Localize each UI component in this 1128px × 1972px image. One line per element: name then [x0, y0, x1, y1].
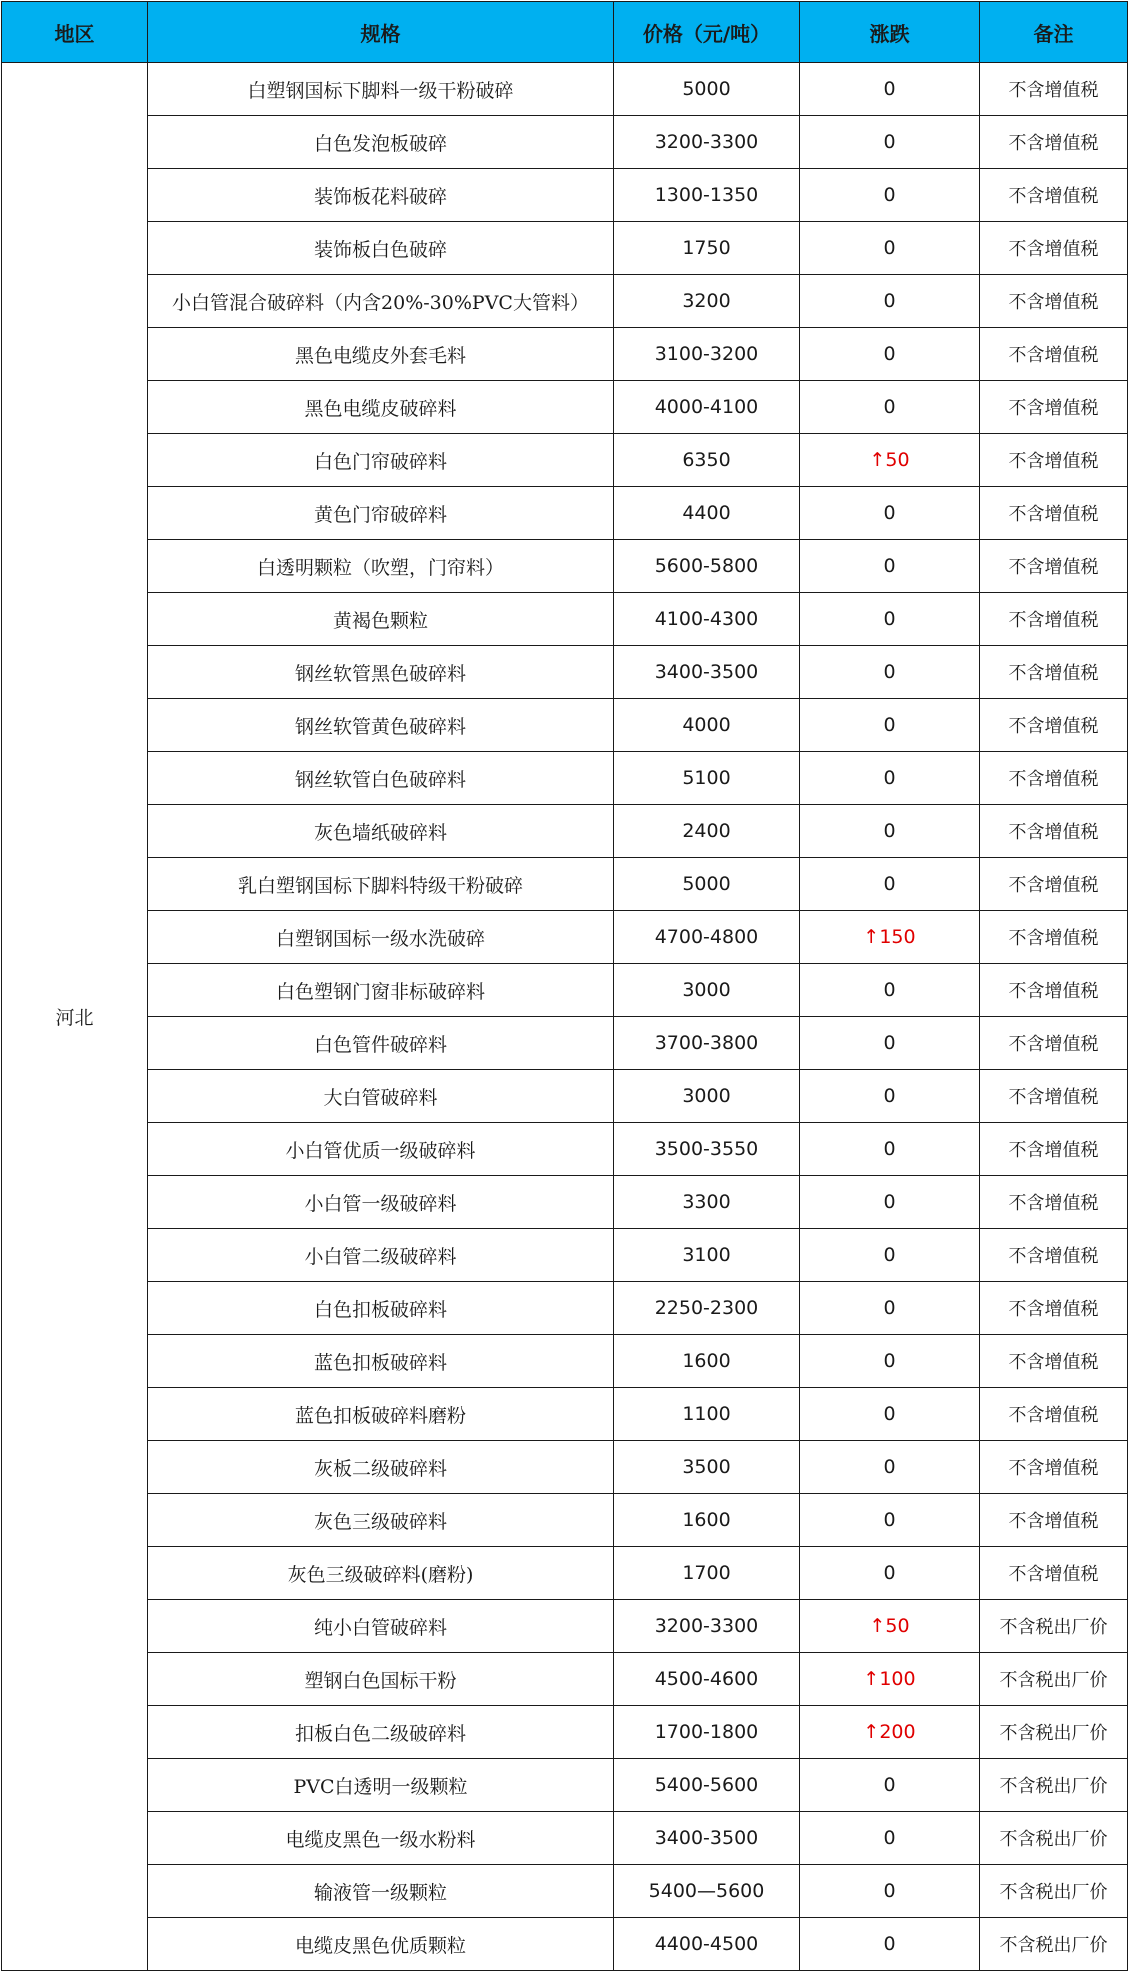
spec-cell: PVC白透明一级颗粒	[148, 1759, 614, 1812]
spec-cell: 小白管二级破碎料	[148, 1229, 614, 1282]
spec-cell: 钢丝软管黑色破碎料	[148, 646, 614, 699]
change-cell: ↑50	[800, 1600, 980, 1653]
note-cell: 不含增值税	[980, 328, 1128, 381]
spec-cell: 黑色电缆皮外套毛料	[148, 328, 614, 381]
table-row	[2, 1547, 1128, 1600]
price-cell: 1700-1800	[614, 1706, 800, 1759]
price-cell: 4100-4300	[614, 593, 800, 646]
table-row	[2, 1653, 1128, 1706]
table-row	[2, 1918, 1128, 1971]
note-cell: 不含增值税	[980, 593, 1128, 646]
note-cell: 不含增值税	[980, 1282, 1128, 1335]
change-cell: 0	[800, 593, 980, 646]
change-cell: 0	[800, 1865, 980, 1918]
spec-cell: 小白管优质一级破碎料	[148, 1123, 614, 1176]
spec-cell: 白色管件破碎料	[148, 1017, 614, 1070]
table-row	[2, 1229, 1128, 1282]
table-row	[2, 1388, 1128, 1441]
spec-cell: 纯小白管破碎料	[148, 1600, 614, 1653]
spec-cell: 灰色三级破碎料	[148, 1494, 614, 1547]
price-cell: 1600	[614, 1494, 800, 1547]
price-cell: 2250-2300	[614, 1282, 800, 1335]
change-cell: 0	[800, 1070, 980, 1123]
spec-cell: 电缆皮黑色优质颗粒	[148, 1918, 614, 1971]
spec-cell: 黄色门帘破碎料	[148, 487, 614, 540]
table-row	[2, 1176, 1128, 1229]
change-cell: 0	[800, 1123, 980, 1176]
price-cell: 1700	[614, 1547, 800, 1600]
change-cell: 0	[800, 328, 980, 381]
change-cell: 0	[800, 63, 980, 116]
header-change: 涨跌	[800, 2, 980, 63]
header-region: 地区	[2, 2, 148, 63]
header-spec: 规格	[148, 2, 614, 63]
change-cell: 0	[800, 1547, 980, 1600]
table-row	[2, 1282, 1128, 1335]
table-row	[2, 1600, 1128, 1653]
change-cell: 0	[800, 699, 980, 752]
price-cell: 3400-3500	[614, 1812, 800, 1865]
spec-cell: 塑钢白色国标干粉	[148, 1653, 614, 1706]
spec-cell: 白透明颗粒（吹塑，门帘料）	[148, 540, 614, 593]
spec-cell: 蓝色扣板破碎料	[148, 1335, 614, 1388]
price-cell: 3200-3300	[614, 116, 800, 169]
price-cell: 3200	[614, 275, 800, 328]
spec-cell: 扣板白色二级破碎料	[148, 1706, 614, 1759]
note-cell: 不含增值税	[980, 699, 1128, 752]
price-cell: 4000-4100	[614, 381, 800, 434]
change-cell: 0	[800, 646, 980, 699]
header-price: 价格（元/吨）	[614, 2, 800, 63]
note-cell: 不含增值税	[980, 63, 1128, 116]
price-cell: 5000	[614, 63, 800, 116]
price-cell: 4400	[614, 487, 800, 540]
change-cell: ↑50	[800, 434, 980, 487]
price-cell: 3500	[614, 1441, 800, 1494]
note-cell: 不含增值税	[980, 381, 1128, 434]
price-cell: 3500-3550	[614, 1123, 800, 1176]
change-cell: 0	[800, 275, 980, 328]
table-row	[2, 1441, 1128, 1494]
spec-cell: 小白管混合破碎料（内含20%-30%PVC大管料）	[148, 275, 614, 328]
note-cell: 不含增值税	[980, 275, 1128, 328]
price-cell: 4000	[614, 699, 800, 752]
change-cell: 0	[800, 752, 980, 805]
note-cell: 不含税出厂价	[980, 1812, 1128, 1865]
spec-cell: 电缆皮黑色一级水粉料	[148, 1812, 614, 1865]
change-cell: 0	[800, 1759, 980, 1812]
price-cell: 1600	[614, 1335, 800, 1388]
header-row	[2, 2, 1128, 63]
price-table	[1, 1, 1128, 1971]
header-note: 备注	[980, 2, 1128, 63]
region-cell: 河北	[2, 63, 148, 1971]
price-cell: 3000	[614, 964, 800, 1017]
note-cell: 不含增值税	[980, 169, 1128, 222]
spec-cell: 乳白塑钢国标下脚料特级干粉破碎	[148, 858, 614, 911]
change-cell: 0	[800, 1388, 980, 1441]
note-cell: 不含增值税	[980, 1494, 1128, 1547]
change-cell: 0	[800, 1017, 980, 1070]
price-cell: 3700-3800	[614, 1017, 800, 1070]
change-cell: 0	[800, 1176, 980, 1229]
table-row	[2, 434, 1128, 487]
spec-cell: 装饰板白色破碎	[148, 222, 614, 275]
price-cell: 3000	[614, 1070, 800, 1123]
note-cell: 不含税出厂价	[980, 1600, 1128, 1653]
note-cell: 不含增值税	[980, 116, 1128, 169]
note-cell: 不含增值税	[980, 1176, 1128, 1229]
price-cell: 5600-5800	[614, 540, 800, 593]
table-body	[2, 63, 1128, 1971]
change-cell: 0	[800, 540, 980, 593]
note-cell: 不含增值税	[980, 858, 1128, 911]
change-cell: 0	[800, 116, 980, 169]
table-row	[2, 1812, 1128, 1865]
change-cell: 0	[800, 1441, 980, 1494]
note-cell: 不含增值税	[980, 1017, 1128, 1070]
table-row	[2, 116, 1128, 169]
spec-cell: 白色塑钢门窗非标破碎料	[148, 964, 614, 1017]
note-cell: 不含增值税	[980, 964, 1128, 1017]
note-cell: 不含税出厂价	[980, 1706, 1128, 1759]
price-cell: 5400—5600	[614, 1865, 800, 1918]
spec-cell: 灰色墙纸破碎料	[148, 805, 614, 858]
note-cell: 不含增值税	[980, 805, 1128, 858]
change-cell: 0	[800, 1812, 980, 1865]
note-cell: 不含增值税	[980, 911, 1128, 964]
change-cell: 0	[800, 858, 980, 911]
price-cell: 4400-4500	[614, 1918, 800, 1971]
note-cell: 不含税出厂价	[980, 1865, 1128, 1918]
change-cell: 0	[800, 805, 980, 858]
price-cell: 1100	[614, 1388, 800, 1441]
table-row	[2, 1865, 1128, 1918]
table-row	[2, 752, 1128, 805]
price-cell: 1300-1350	[614, 169, 800, 222]
change-cell: ↑200	[800, 1706, 980, 1759]
table-row	[2, 646, 1128, 699]
price-cell: 1750	[614, 222, 800, 275]
spec-cell: 白色扣板破碎料	[148, 1282, 614, 1335]
spec-cell: 白色门帘破碎料	[148, 434, 614, 487]
table-row	[2, 1017, 1128, 1070]
spec-cell: 输液管一级颗粒	[148, 1865, 614, 1918]
change-cell: 0	[800, 381, 980, 434]
note-cell: 不含税出厂价	[980, 1653, 1128, 1706]
spec-cell: 大白管破碎料	[148, 1070, 614, 1123]
change-cell: 0	[800, 1335, 980, 1388]
change-cell: 0	[800, 1282, 980, 1335]
change-cell: ↑150	[800, 911, 980, 964]
table-row	[2, 63, 1128, 116]
note-cell: 不含税出厂价	[980, 1918, 1128, 1971]
price-cell: 5400-5600	[614, 1759, 800, 1812]
spec-cell: 白塑钢国标下脚料一级干粉破碎	[148, 63, 614, 116]
table-header	[2, 2, 1128, 63]
table-row	[2, 1494, 1128, 1547]
note-cell: 不含增值税	[980, 1335, 1128, 1388]
price-cell: 5100	[614, 752, 800, 805]
price-cell: 4700-4800	[614, 911, 800, 964]
table-row	[2, 328, 1128, 381]
note-cell: 不含增值税	[980, 1547, 1128, 1600]
note-cell: 不含税出厂价	[980, 1759, 1128, 1812]
change-cell: 0	[800, 964, 980, 1017]
table-row	[2, 699, 1128, 752]
table-row	[2, 1759, 1128, 1812]
spec-cell: 装饰板花料破碎	[148, 169, 614, 222]
table-row	[2, 911, 1128, 964]
spec-cell: 钢丝软管白色破碎料	[148, 752, 614, 805]
note-cell: 不含增值税	[980, 1441, 1128, 1494]
price-cell: 3200-3300	[614, 1600, 800, 1653]
change-cell: 0	[800, 1229, 980, 1282]
spec-cell: 白色发泡板破碎	[148, 116, 614, 169]
price-cell: 2400	[614, 805, 800, 858]
spec-cell: 灰色三级破碎料(磨粉)	[148, 1547, 614, 1600]
spec-cell: 小白管一级破碎料	[148, 1176, 614, 1229]
note-cell: 不含增值税	[980, 487, 1128, 540]
note-cell: 不含增值税	[980, 540, 1128, 593]
change-cell: 0	[800, 1918, 980, 1971]
spec-cell: 黑色电缆皮破碎料	[148, 381, 614, 434]
price-cell: 3300	[614, 1176, 800, 1229]
change-cell: 0	[800, 169, 980, 222]
table-row	[2, 487, 1128, 540]
note-cell: 不含增值税	[980, 222, 1128, 275]
table-row	[2, 805, 1128, 858]
table-row	[2, 381, 1128, 434]
spec-cell: 蓝色扣板破碎料磨粉	[148, 1388, 614, 1441]
table-row	[2, 1335, 1128, 1388]
change-cell: 0	[800, 487, 980, 540]
table-row	[2, 1123, 1128, 1176]
note-cell: 不含增值税	[980, 1388, 1128, 1441]
note-cell: 不含增值税	[980, 1229, 1128, 1282]
change-cell: 0	[800, 1494, 980, 1547]
table-row	[2, 1070, 1128, 1123]
note-cell: 不含增值税	[980, 434, 1128, 487]
price-cell: 3400-3500	[614, 646, 800, 699]
table-row	[2, 169, 1128, 222]
note-cell: 不含增值税	[980, 1070, 1128, 1123]
table-row	[2, 222, 1128, 275]
table-row	[2, 540, 1128, 593]
note-cell: 不含增值税	[980, 752, 1128, 805]
table-row	[2, 275, 1128, 328]
spec-cell: 黄褐色颗粒	[148, 593, 614, 646]
price-cell: 3100	[614, 1229, 800, 1282]
change-cell: ↑100	[800, 1653, 980, 1706]
table-row	[2, 593, 1128, 646]
price-cell: 3100-3200	[614, 328, 800, 381]
spec-cell: 灰板二级破碎料	[148, 1441, 614, 1494]
table-row	[2, 1706, 1128, 1759]
spec-cell: 钢丝软管黄色破碎料	[148, 699, 614, 752]
spec-cell: 白塑钢国标一级水洗破碎	[148, 911, 614, 964]
table-row	[2, 858, 1128, 911]
price-cell: 5000	[614, 858, 800, 911]
note-cell: 不含增值税	[980, 646, 1128, 699]
table-row	[2, 964, 1128, 1017]
note-cell: 不含增值税	[980, 1123, 1128, 1176]
price-cell: 6350	[614, 434, 800, 487]
change-cell: 0	[800, 222, 980, 275]
price-cell: 4500-4600	[614, 1653, 800, 1706]
